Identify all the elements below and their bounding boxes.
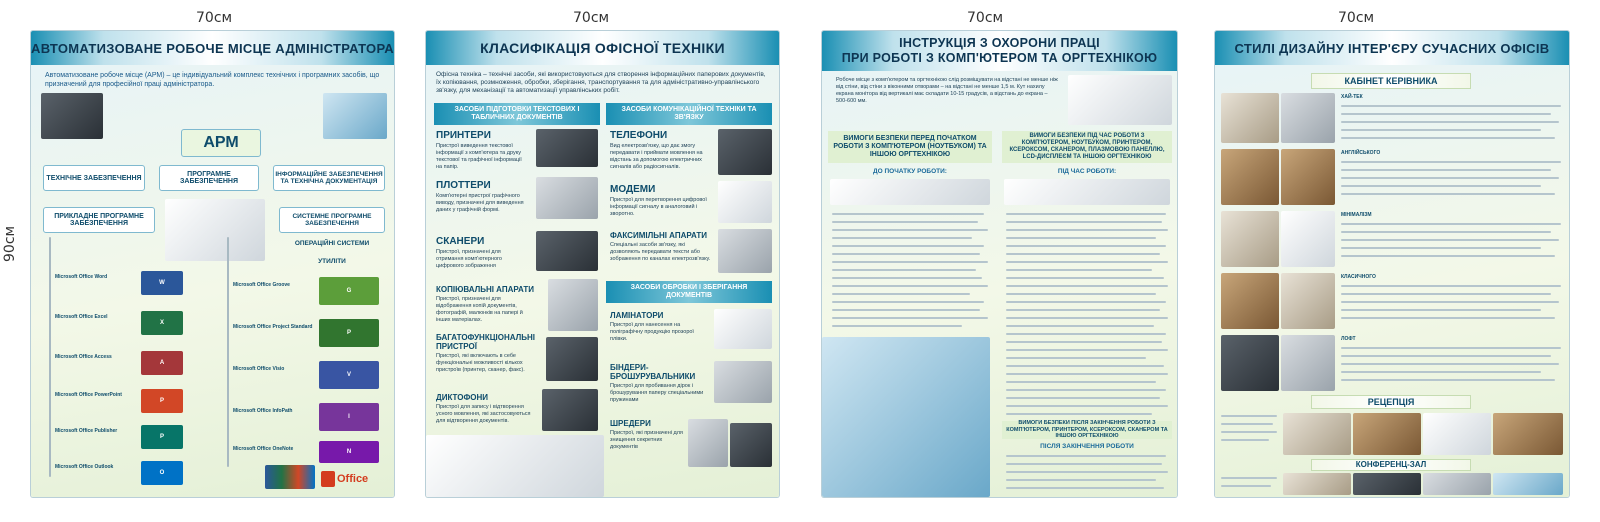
before-icons-strip bbox=[830, 179, 990, 205]
project-icon: P bbox=[319, 319, 379, 347]
conference-photo bbox=[1353, 473, 1421, 495]
after-work-label: ПІСЛЯ ЗАКІНЧЕННЯ РОБОТИ bbox=[1040, 443, 1134, 450]
powerpoint-icon: P bbox=[141, 389, 183, 413]
office-logo-text: Office bbox=[337, 473, 369, 485]
intro-text: Автоматизоване робоче місце (АРМ) – це індивідуальний комплекс технічних і програмних засобів, що призначений для професійної праці адміністратора. bbox=[45, 72, 380, 88]
office-photo bbox=[1281, 211, 1335, 267]
width-label: 70см bbox=[967, 10, 1004, 26]
before-work-label: ДО ПОЧАТКУ РОБОТИ: bbox=[873, 168, 947, 175]
fax-text: Спеціальні засоби зв'язку, які дозволяють передавати тексти або зображення по каналах електрозв'язку. bbox=[610, 242, 711, 262]
poster-title: АВТОМАТИЗОВАНЕ РОБОЧЕ МІСЦЕ АДМІНІСТРАТОРА bbox=[31, 31, 394, 65]
laminators-text: Пристрої для нанесення на поліграфічну продукцію прозорої плівки. bbox=[610, 322, 694, 342]
height-label: 90см bbox=[2, 225, 18, 262]
copier-image bbox=[548, 279, 598, 331]
app-label: Microsoft Office Project Standard bbox=[233, 324, 313, 330]
app-label: Microsoft Office Word bbox=[55, 274, 108, 280]
office-photo bbox=[1281, 149, 1335, 205]
conference-photo bbox=[1283, 473, 1351, 495]
section-conference: КОНФЕРЕНЦ-ЗАЛ bbox=[1311, 459, 1471, 471]
os-label: ОПЕРАЦІЙНІ СИСТЕМИ bbox=[294, 240, 370, 247]
during-work-label: ПІД ЧАС РОБОТИ: bbox=[1057, 168, 1117, 175]
poster-title: ІНСТРУКЦІЯ З ОХОРОНИ ПРАЦІ ПРИ РОБОТІ З КОМП'ЮТЕРОМ ТА ОРГТЕХНІКОЮ bbox=[822, 31, 1177, 71]
reception-photo bbox=[1283, 413, 1351, 455]
printer-image bbox=[536, 129, 598, 167]
excel-icon: X bbox=[141, 311, 183, 335]
section-reception: РЕЦЕПЦІЯ bbox=[1311, 395, 1471, 409]
phones-text: Вид електрозв'язку, що дає змогу передавати і приймати мовлення на відстань за допомогою електричних сигналів або радіосигналів. bbox=[610, 143, 703, 170]
outlook-icon: O bbox=[141, 461, 183, 485]
scanners-text: Пристрої, призначені для отримання комп'ютерного цифрового зображення bbox=[436, 249, 502, 269]
binders-title: БІНДЕРИ-БРОШУРУВАЛЬНИКИ bbox=[610, 363, 696, 381]
during-work-header: ВИМОГИ БЕЗПЕКИ ПІД ЧАС РОБОТИ З КОМП'ЮТЕРОМ, НОУТБУКОМ, ПРИНТЕРОМ, КСЕРОКСОМ, СКАНЕРОМ, ПЛАЗМОВОЮ ПАНЕЛЛЮ, LCD-ДИСПЛЕЄМ ТА ІНШОЮ ОРГТЕХНІКОЮ bbox=[1002, 131, 1172, 163]
office-logo-mark bbox=[321, 471, 335, 487]
paper-stack-image bbox=[426, 435, 604, 497]
plotters-text: Комп'ютерні пристрої графічного виводу, призначені для виведення даних у графічній формі. bbox=[436, 193, 524, 213]
posture-diagram bbox=[1068, 75, 1172, 125]
system-software-box: СИСТЕМНЕ ПРОГРАМНЕ ЗАБЕЗПЕЧЕННЯ bbox=[279, 207, 385, 233]
app-label: Microsoft Office Visio bbox=[233, 366, 285, 372]
recorders-text: Пристрої для запису і відтворення усного мовлення, які застосовуються для відтворення документів. bbox=[436, 404, 531, 424]
mfp-image bbox=[546, 337, 598, 381]
before-work-header: ВИМОГИ БЕЗПЕКИ ПЕРЕД ПОЧАТКОМ РОБОТИ З КОМП'ЮТЕРОМ (НОУТБУКОМ) ТА ІНШОЮ ОРГТЕХНІКОЮ bbox=[828, 131, 992, 163]
section-manager-office: КАБІНЕТ КЕРІВНИКА bbox=[1311, 73, 1471, 89]
office-logo bbox=[321, 471, 368, 487]
copiers-text: Пристрої, призначені для відображення копій документів, фотографій, малюнків на папері й інших матеріалах. bbox=[436, 296, 523, 323]
app-label: Microsoft Office PowerPoint bbox=[55, 392, 122, 398]
binder-image bbox=[714, 361, 772, 403]
poster-office-interior-styles bbox=[1215, 31, 1569, 497]
style-name: МІНІМАЛІЗМ bbox=[1341, 212, 1372, 218]
intro-text: Робоче місце з комп'ютером та оргтехнікою слід розміщувати на відстані не менше ніж від стіни, від стіни з віконними отворами – на відстані не менше 1,5 м. Кут нахилу екрана монітора від вертикалі має складати 10-15 градусів, а відстань до екрана – 500-600 мм. bbox=[836, 77, 1058, 104]
app-label: Microsoft Office InfoPath bbox=[233, 408, 293, 414]
width-label: 70см bbox=[1338, 10, 1375, 26]
printers-text: Пристрої виведення текстової інформації з комп'ютера та друку текстової та графічної інформації на папір. bbox=[436, 143, 522, 170]
app-label: Microsoft Office Excel bbox=[55, 314, 108, 320]
office-photo bbox=[1221, 149, 1279, 205]
office-photo bbox=[1221, 211, 1279, 267]
shredder-image bbox=[688, 419, 728, 467]
reception-photo bbox=[1423, 413, 1491, 455]
modems-title: МОДЕМИ bbox=[610, 184, 656, 195]
groove-icon: G bbox=[319, 277, 379, 305]
laminators-title: ЛАМІНАТОРИ bbox=[610, 311, 664, 320]
recorders-title: ДИКТОФОНИ bbox=[436, 393, 489, 402]
software-box: ПРОГРАМНЕ ЗАБЕЗПЕЧЕННЯ bbox=[159, 165, 259, 191]
documents-image bbox=[323, 93, 387, 139]
computer-image bbox=[41, 93, 103, 139]
poster-title: КЛАСИФІКАЦІЯ ОФІСНОЇ ТЕХНІКИ bbox=[426, 31, 779, 65]
reception-photo bbox=[1353, 413, 1421, 455]
fax-title: ФАКСИМІЛЬНІ АПАРАТИ bbox=[610, 231, 708, 240]
plotters-title: ПЛОТТЕРИ bbox=[436, 180, 491, 191]
conference-photo bbox=[1493, 473, 1563, 495]
poster-workstation bbox=[31, 31, 394, 497]
width-label: 70см bbox=[196, 10, 233, 26]
office-photo bbox=[1281, 273, 1335, 329]
section-header-left: ЗАСОБИ ПІДГОТОВКИ ТЕКСТОВИХ І ТАБЛИЧНИХ ДОКУМЕНТІВ bbox=[434, 103, 600, 125]
visio-icon: V bbox=[319, 361, 379, 389]
dictaphone-image bbox=[542, 389, 598, 431]
style-name: ЛОФТ bbox=[1341, 336, 1356, 342]
connector-line bbox=[49, 237, 51, 477]
intro-text: Офісна техніка – технічні засоби, які використовуються для створення інформаційних паперових документів, їх копіювання, розмноження, обробки, зберігання, транспортування та для адміністративно-управлінського зв'язку, для механізації та автоматизації управлінських робіт. bbox=[436, 71, 766, 94]
access-icon: A bbox=[141, 351, 183, 375]
onenote-icon: N bbox=[319, 441, 379, 463]
applied-software-box: ПРИКЛАДНЕ ПРОГРАМНЕ ЗАБЕЗПЕЧЕННЯ bbox=[43, 207, 155, 233]
shredders-title: ШРЕДЕРИ bbox=[610, 419, 651, 428]
modems-text: Пристрої для перетворення цифрової інформації сигналу в аналоговий і зворотно. bbox=[610, 197, 707, 217]
mfp-title: БАГАТОФУНКЦІОНАЛЬНІ ПРИСТРОЇ bbox=[436, 333, 536, 351]
office-photo bbox=[1221, 335, 1279, 391]
connector-line bbox=[227, 237, 229, 467]
during-icons-strip bbox=[1004, 179, 1170, 205]
poster-office-equipment bbox=[426, 31, 779, 497]
publisher-icon: P bbox=[141, 425, 183, 449]
phones-title: ТЕЛЕФОНИ bbox=[610, 130, 668, 141]
copiers-title: КОПІЮВАЛЬНІ АПАРАТИ bbox=[436, 285, 535, 294]
office-photo bbox=[1221, 93, 1279, 143]
laminator-image bbox=[714, 309, 772, 349]
fax-image bbox=[718, 229, 772, 273]
app-label: Microsoft Office Access bbox=[55, 354, 112, 360]
app-label: Microsoft Office Publisher bbox=[55, 428, 118, 434]
administrator-photo bbox=[165, 199, 265, 261]
scanner-image bbox=[536, 231, 598, 271]
phone-image bbox=[718, 129, 772, 175]
after-work-header: ВИМОГИ БЕЗПЕКИ ПІСЛЯ ЗАКІНЧЕННЯ РОБОТИ З КОМП'ЮТЕРОМ, ПРИНТЕРОМ, КСЕРОКСОМ, СКАНЕРОМ ТА ІНШОЮ ОРГТЕХНІКОЮ bbox=[1002, 421, 1172, 439]
office-photo bbox=[1281, 93, 1335, 143]
app-label: Microsoft Office Groove bbox=[233, 282, 290, 288]
reception-photo bbox=[1493, 413, 1563, 455]
shredders-text: Пристрої, які призначені для знищення секретних документів bbox=[610, 430, 683, 450]
section-header-right: ЗАСОБИ КОМУНІКАЦІЙНОЇ ТЕХНІКИ ТА ЗВ'ЯЗКУ bbox=[606, 103, 772, 125]
plotter-image bbox=[536, 177, 598, 219]
conference-photo bbox=[1423, 473, 1491, 495]
office-photo bbox=[1281, 335, 1335, 391]
office-photo bbox=[1221, 273, 1279, 329]
printers-title: ПРИНТЕРИ bbox=[436, 130, 491, 141]
infopath-icon: I bbox=[319, 403, 379, 431]
modem-image bbox=[718, 181, 772, 223]
office-apps-icon bbox=[265, 465, 315, 489]
binders-text: Пристрої для пробивання дірок і брошурування паперу спеціальними пружинами bbox=[610, 383, 704, 403]
poster-title: СТИЛІ ДИЗАЙНУ ІНТЕР'ЄРУ СУЧАСНИХ ОФІСІВ bbox=[1215, 31, 1569, 65]
office-workers-photo bbox=[822, 337, 990, 497]
app-label: Microsoft Office OneNote bbox=[233, 446, 294, 452]
style-name: АНГЛІЙСЬКОГО bbox=[1341, 150, 1381, 156]
arm-box: АРМ bbox=[181, 129, 261, 157]
style-name: КЛАСИЧНОГО bbox=[1341, 274, 1376, 280]
scanners-title: СКАНЕРИ bbox=[436, 236, 485, 247]
app-label: Microsoft Office Outlook bbox=[55, 464, 114, 470]
mfp-text: Пристрої, які включають в себе функціональні можливості кількох пристроїв (принтер, сканер, факс). bbox=[436, 353, 525, 373]
style-name: ХАЙ-ТЕК bbox=[1341, 94, 1363, 100]
utilities-label: УТИЛІТИ bbox=[318, 258, 346, 265]
poster-safety-instruction bbox=[822, 31, 1177, 497]
section-header-processing: ЗАСОБИ ОБРОБКИ І ЗБЕРІГАННЯ ДОКУМЕНТІВ bbox=[606, 281, 772, 303]
information-box: ІНФОРМАЦІЙНЕ ЗАБЕЗПЕЧЕННЯ ТА ТЕХНІЧНА ДОКУМЕНТАЦІЯ bbox=[273, 165, 385, 191]
width-label: 70см bbox=[573, 10, 610, 26]
word-icon: W bbox=[141, 271, 183, 295]
shredder-image bbox=[730, 423, 772, 467]
technical-box: ТЕХНІЧНЕ ЗАБЕЗПЕЧЕННЯ bbox=[43, 165, 145, 191]
